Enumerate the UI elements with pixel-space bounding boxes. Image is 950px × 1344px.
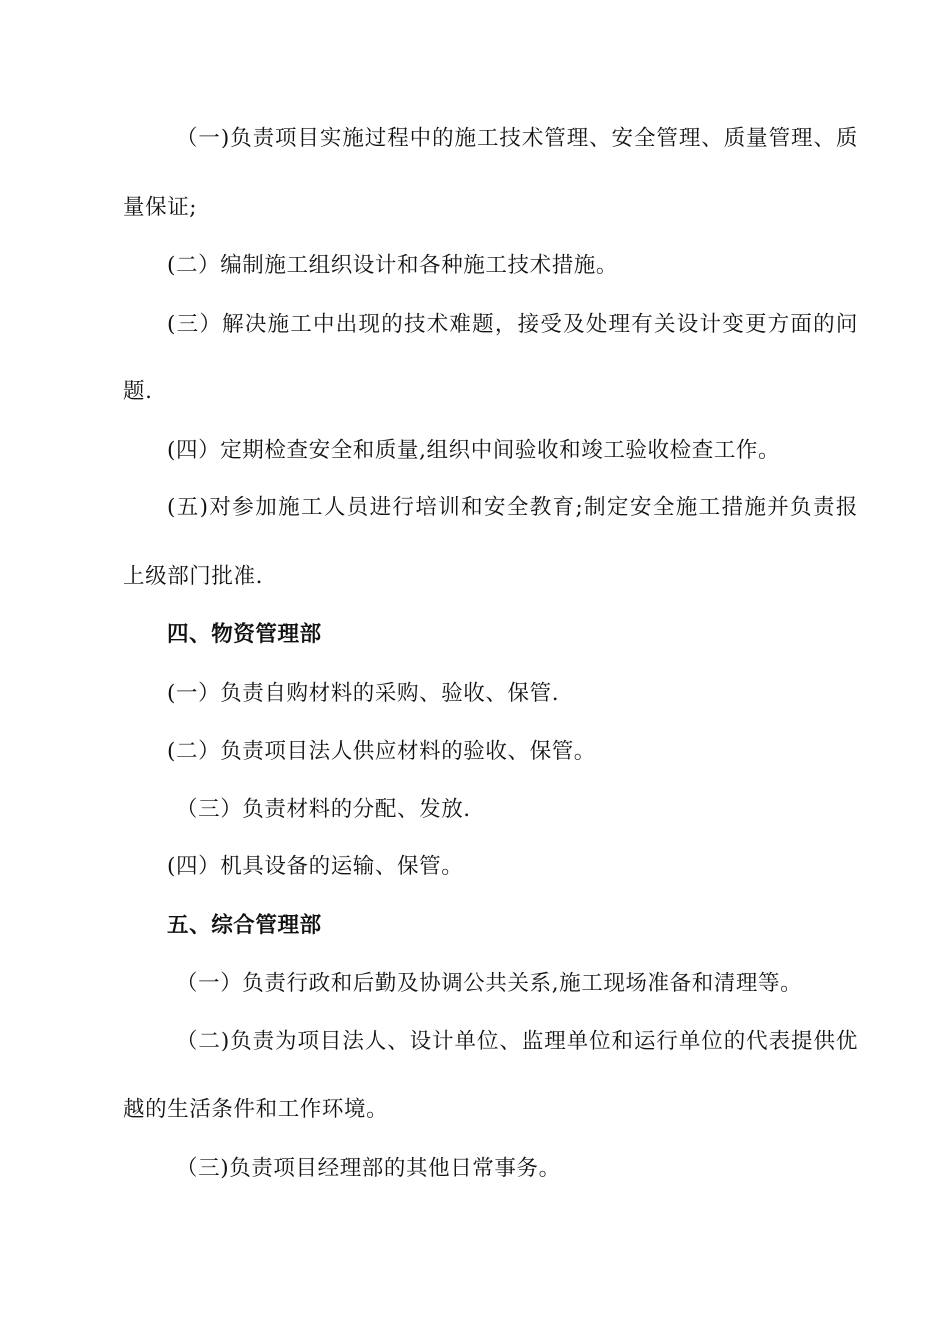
- paragraph-item-2: (二）编制施工组织设计和各种施工技术措施。: [167, 253, 618, 278]
- materials-item-3: （三）负责材料的分配、发放.: [176, 797, 471, 822]
- paragraph-item-3-line-2: 题.: [123, 379, 153, 404]
- admin-item-3: （三)负责项目经理部的其他日常事务。: [176, 1156, 561, 1181]
- paragraph-item-4: (四）定期检查安全和质量,组织中间验收和竣工验收检查工作。: [167, 438, 781, 463]
- admin-item-1: （一）负责行政和后勤及协调公共关系,施工现场准备和清理等。: [176, 971, 803, 996]
- paragraph-item-1-line-2: 量保证;: [123, 195, 198, 220]
- section-heading-materials: 四、物资管理部: [167, 622, 322, 647]
- paragraph-item-1-line-1: （一)负责项目实施过程中的施工技术管理、安全管理、质量管理、质: [176, 126, 858, 151]
- admin-item-2-line-1: （二)负责为项目法人、设计单位、监理单位和运行单位的代表提供优: [176, 1029, 858, 1054]
- materials-item-2: (二）负责项目法人供应材料的验收、保管。: [167, 739, 596, 764]
- paragraph-item-3-line-1: (三）解决施工中出现的技术难题，接受及处理有关设计变更方面的问: [167, 312, 858, 337]
- admin-item-2-line-2: 越的生活条件和工作环境。: [123, 1097, 389, 1122]
- paragraph-item-5-line-1: (五)对参加施工人员进行培训和安全教育;制定安全施工措施并负责报: [167, 495, 858, 520]
- section-heading-general-admin: 五、综合管理部: [167, 913, 322, 938]
- materials-item-1: (一）负责自购材料的采购、验收、保管.: [167, 681, 560, 706]
- paragraph-item-5-line-2: 上级部门批准.: [123, 564, 264, 589]
- materials-item-4: (四）机具设备的运输、保管。: [167, 854, 464, 879]
